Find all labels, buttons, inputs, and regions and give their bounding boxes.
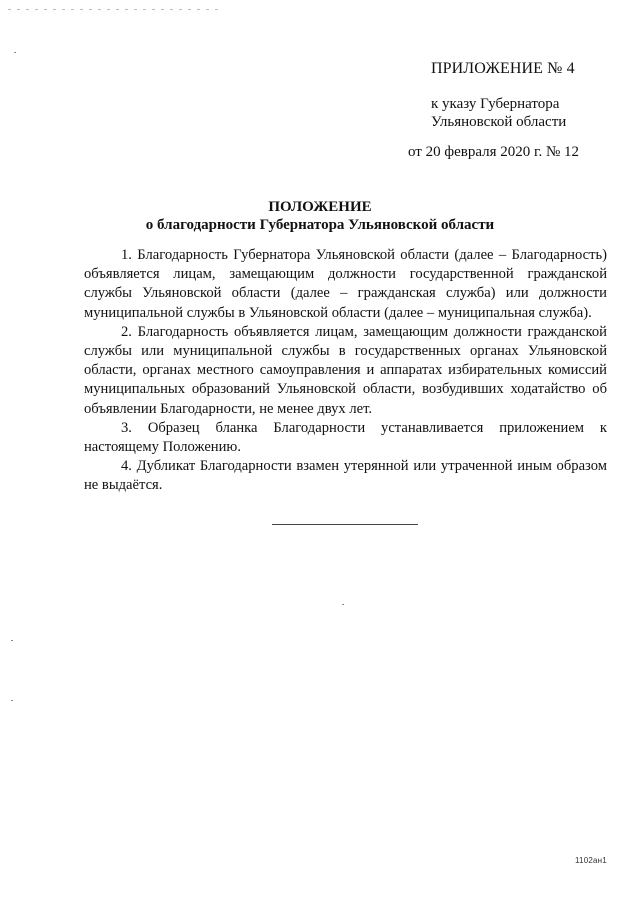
decree-date: от 20 февраля 2020 г. № 12 xyxy=(408,144,580,160)
document-subtitle-text: о благодарности Губернатора Ульяновской области xyxy=(145,217,495,233)
decree-reference-line1: к указу Губернатора xyxy=(431,96,560,112)
document-body xyxy=(84,246,607,496)
document-title-text: ПОЛОЖЕНИЕ xyxy=(268,199,372,215)
paragraph-1: 1. Благодарность Губернатора Ульяновской области (далее – Благодарность) объявляется лицам, замещающим должности государственной гражданской службы Ульяновской области (далее – гражданская служба) или должности муниципальной службы в Ульяновской области (далее – муниципальная служба). xyxy=(84,247,607,321)
paragraph-3: 3. Образец бланка Благодарности устанавливается приложением к настоящему Положению. xyxy=(84,419,607,456)
scan-artifact-dot xyxy=(11,700,13,701)
document-subtitle xyxy=(0,216,640,234)
appendix-number: ПРИЛОЖЕНИЕ № 4 xyxy=(431,60,575,77)
scan-artifact-dot xyxy=(342,604,344,605)
document-stamp-code: 1102ан1 xyxy=(575,856,607,865)
paragraph-4: 4. Дубликат Благодарности взамен утерянной или утраченной иным образом не выдаётся. xyxy=(84,458,607,494)
paragraph-2: 2. Благодарность объявляется лицам, замещающим должности гражданской службы или муниципальной службы в государственных органах Ульяновской области, органах местного самоуправления и аппаратах избирательных комиссий муниципальных образований Ульяновской области, возбудивших ходатайство об объявлении Благодарности, не менее двух лет. xyxy=(84,323,607,417)
decree-reference-line2: Ульяновской области xyxy=(431,114,567,130)
document-title xyxy=(0,198,640,216)
scan-artifact-dot xyxy=(11,640,13,641)
scan-artifact-top xyxy=(8,9,218,10)
scan-artifact-dot xyxy=(14,52,16,53)
closing-divider xyxy=(272,524,418,525)
